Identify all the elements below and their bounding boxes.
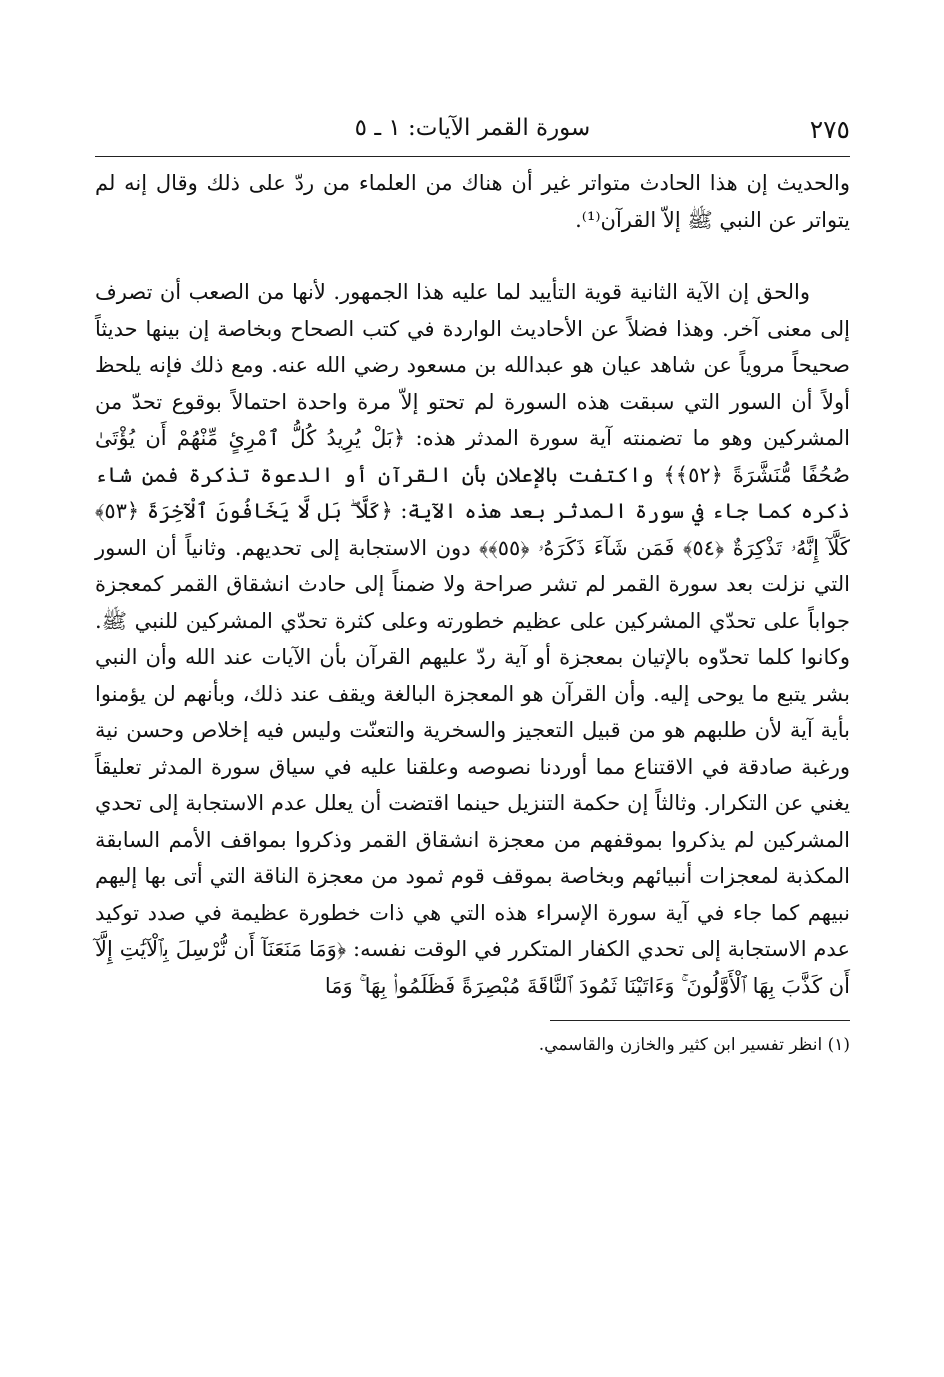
footnote: (١) انظر تفسير ابن كثير والخازن والقاسمي. xyxy=(538,1035,850,1055)
page-number: ٢٧٥ xyxy=(809,115,850,144)
running-title: سورة القمر الآيات: ١ ـ ٥ xyxy=(354,115,591,141)
paragraph-1: والحديث إن هذا الحادث متواتر غير أن هناك من العلماء من ردّ على ذلك وقال إنه لم يتواتر عن النبي ﷺ إلاّ القرآن⁽¹⁾. xyxy=(95,171,850,232)
document-page xyxy=(95,105,850,1059)
paragraph-2: والحق إن الآية الثانية قوية التأييد لما عليه هذا الجمهور. لأنها من الصعب أن تصرف إلى معنى آخر. وهذا فضلاً عن الأحاديث الواردة في كتب الصحاح وبخاصة إن بينها حديثاً صحيحاً مروياً عن شاهد عيان هو عبدالله بن مسعود رضي الله عنه. ومع ذلك فإنه يلحظ أولاً أن السور التي سبقت هذه السورة لم تحتو إلاّ مرة واحدة احتمالاً بوقوع تحدّ من المشركين وهو ما تضمنته آية سورة المدثر هذه: ﴿بَلْ يُرِيدُ كُلُّ ٱمْرِئٍ مِّنْهُمْ أَن يُؤْتَىٰ صُحُفًا مُّنَشَّرَةً ﴿٥٢﴾﴾ واكتفت بالإعلان بأن القرآن أو الدعوة تذكرة فمن شاء ذكره كما جاء في سورة المدثر بعد هذه الآية: ﴿كَلَّا ۖ بَل لَّا يَخَافُونَ ٱلْآخِرَةَ ﴿٥٣﴾ كَلَّآ إِنَّهُۥ تَذْكِرَةٌ ﴿٥٤﴾ فَمَن شَآءَ ذَكَرَهُۥ ﴿٥٥﴾﴾ دون الاستجابة إلى تحديهم. وثانياً أن السور التي نزلت بعد سورة القمر لم تشر صراحة ولا ضمناً إلى حادث انشقاق القمر كمعجزة جواباً على تحدّي المشركين على عظيم خطورته وعلى كثرة تحدّي المشركين للنبي ﷺ. وكانوا كلما تحدّوه بالإتيان بمعجزة أو آية ردّ عليهم القرآن بأن الآيات عند الله وأن النبي بشر يتبع ما يوحى إليه. وأن القرآن هو المعجزة البالغة ويقف عند ذلك، وبأنهم لن يؤمنوا بأية آية لأن طلبهم هو من قبيل التعجيز والسخرية والتعنّت وليس فيه إخلاص وحسن نية ورغبة صادقة في الاقتناع مما أوردنا نصوصه وعلقنا عليه في سياق سورة المدثر تعليقاً يغني عن التكرار. وثالثاً إن حكمة التنزيل حينما اقتضت أن يعلل عدم الاستجابة إلى تحدي المشركين لم يذكروا بموقفهم من معجزة انشقاق القمر وذكروا بمواقف الأمم السابقة المكذبة لمعجزات أنبيائهم وبخاصة بموقف قوم ثمود من معجزة الناقة التي أتى بها إليهم نبيهم كما جاء في آية سورة الإسراء هذه التي هي ذات خطورة عظيمة في صدد توكيد عدم الاستجابة إلى تحدي الكفار المتكرر في الوقت نفسه: ﴿وَمَا مَنَعَنَآ أَن نُّرْسِلَ بِٱلْآيَٰتِ إِلَّآ أَن كَذَّبَ بِهَا ٱلْأَوَّلُونَ ۚ وَءَاتَيْنَا ثَمُودَ ٱلنَّاقَةَ مُبْصِرَةً فَظَلَمُوا۟ بِهَا ۚ وَمَا xyxy=(95,280,851,998)
footnote-divider xyxy=(550,1020,850,1021)
body-text xyxy=(95,165,850,1004)
page-header xyxy=(95,105,850,157)
